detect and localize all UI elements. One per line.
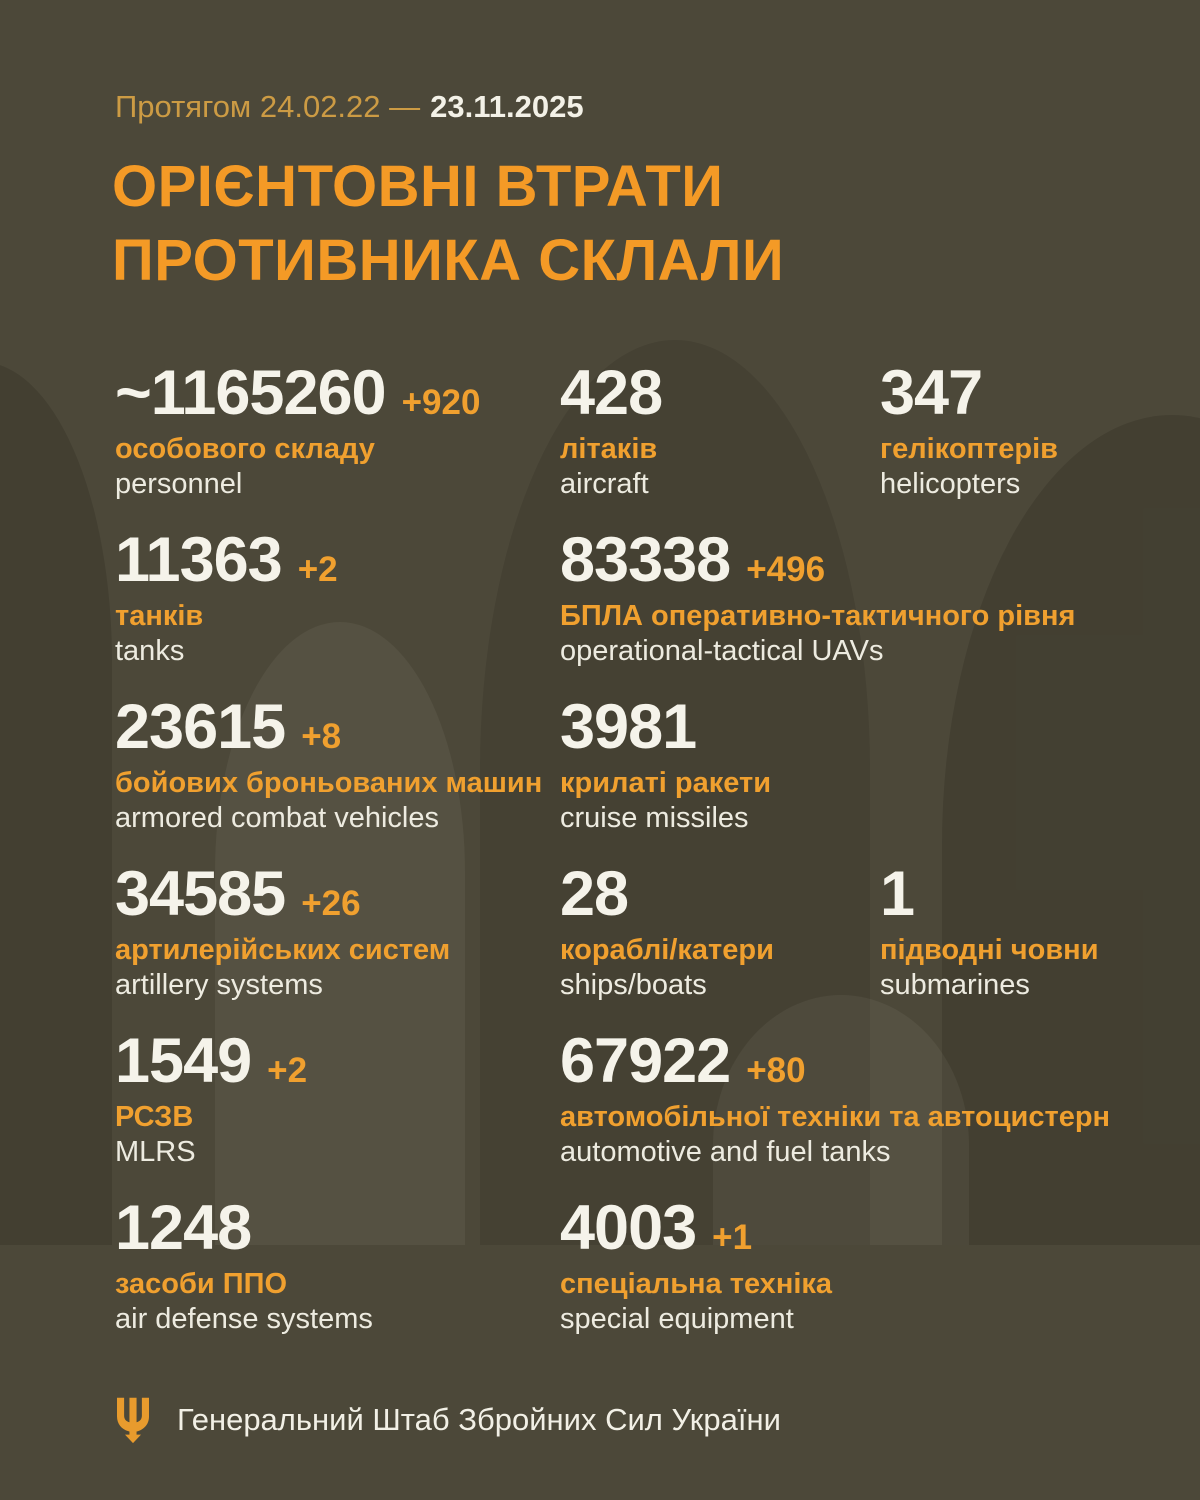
stats-row-6 <box>115 1193 1145 1337</box>
stat-delta: +8 <box>301 717 342 756</box>
stats-grid <box>115 358 1145 1364</box>
stat-label-en: cruise missiles <box>560 802 749 834</box>
stat-label-en: operational-tactical UAVs <box>560 635 884 667</box>
stat-value: 28 <box>560 859 629 929</box>
stat-value: 347 <box>880 358 983 428</box>
stat-label-en: armored combat vehicles <box>115 802 439 834</box>
stat-label-en: helicopters <box>880 468 1021 500</box>
stat-label-ua: танків <box>115 600 204 632</box>
stats-row-1 <box>115 358 1145 502</box>
stats-row-2 <box>115 525 1145 669</box>
footer <box>115 1396 781 1444</box>
stat-label-en: personnel <box>115 468 243 500</box>
stat-label-en: artillery systems <box>115 969 323 1001</box>
stat-value: 4003 <box>560 1193 697 1263</box>
stat-value: ~1165260 <box>115 358 386 428</box>
stat-value: 23615 <box>115 692 286 762</box>
stat-label-ua: особового складу <box>115 433 375 465</box>
stat-label-ua: кораблі/катери <box>560 934 774 966</box>
stat-aircraft <box>560 358 880 502</box>
stat-label-ua: засоби ППО <box>115 1268 288 1300</box>
stat-special-equipment <box>560 1193 1145 1337</box>
stat-label-en: aircraft <box>560 468 649 500</box>
footer-org-name: Генеральний Штаб Збройних Сил України <box>177 1402 781 1437</box>
stats-row-5 <box>115 1026 1145 1170</box>
stat-delta: +2 <box>297 550 338 589</box>
stat-label-ua: літаків <box>560 433 658 465</box>
stat-label-en: automotive and fuel tanks <box>560 1136 891 1168</box>
stat-label-ua: РСЗВ <box>115 1101 194 1133</box>
stat-label-en: MLRS <box>115 1136 196 1168</box>
stat-label-ua: автомобільної техніки та автоцистерн <box>560 1101 1111 1133</box>
stat-label-ua: артилерійських систем <box>115 934 451 966</box>
stat-value: 1248 <box>115 1193 252 1263</box>
stat-tanks <box>115 525 560 669</box>
stat-label-ua: гелікоптерів <box>880 433 1058 465</box>
title-line-1: ОРІЄНТОВНІ ВТРАТИ <box>112 154 724 219</box>
stat-delta: +496 <box>746 550 826 589</box>
stat-value: 428 <box>560 358 663 428</box>
stat-value: 1549 <box>115 1026 252 1096</box>
stat-label-en: submarines <box>880 969 1030 1001</box>
stat-label-ua: бойових броньованих машин <box>115 767 543 799</box>
stat-label-en: ships/boats <box>560 969 707 1001</box>
report-date: 23.11.2025 <box>430 89 584 124</box>
stat-value: 11363 <box>115 525 282 595</box>
tryzub-icon <box>115 1396 151 1444</box>
stat-label-ua: підводні човни <box>880 934 1099 966</box>
stat-label-en: tanks <box>115 635 185 667</box>
stat-delta: +1 <box>712 1218 753 1257</box>
stat-value: 67922 <box>560 1026 731 1096</box>
stat-value: 83338 <box>560 525 731 595</box>
shell-silhouette-left <box>0 362 112 1245</box>
stat-delta: +26 <box>301 884 361 923</box>
report-period <box>115 90 584 124</box>
stat-personnel <box>115 358 560 502</box>
stat-submarines <box>880 859 1145 1003</box>
stat-delta: +80 <box>746 1051 806 1090</box>
stat-ships-boats <box>560 859 880 1003</box>
stat-armored-combat-vehicles <box>115 692 560 836</box>
page-title <box>112 150 784 298</box>
stat-uavs <box>560 525 1145 669</box>
stat-label-ua: спеціальна техніка <box>560 1268 833 1300</box>
stat-cruise-missiles <box>560 692 1145 836</box>
stat-delta: +2 <box>267 1051 308 1090</box>
stat-value: 3981 <box>560 692 697 762</box>
stat-label-ua: крилаті ракети <box>560 767 772 799</box>
period-prefix: Протягом 24.02.22 — <box>115 89 421 124</box>
stat-artillery-systems <box>115 859 560 1003</box>
stat-label-en: air defense systems <box>115 1303 373 1335</box>
stats-row-3 <box>115 692 1145 836</box>
stat-automotive-fuel-tanks <box>560 1026 1145 1170</box>
stats-row-4 <box>115 859 1145 1003</box>
stat-delta: +920 <box>401 383 481 422</box>
stat-helicopters <box>880 358 1145 502</box>
stat-air-defense <box>115 1193 560 1337</box>
stat-value: 34585 <box>115 859 286 929</box>
title-line-2: ПРОТИВНИКА СКЛАЛИ <box>112 228 785 294</box>
stat-label-en: special equipment <box>560 1303 794 1335</box>
stat-label-ua: БПЛА оперативно-тактичного рівня <box>560 600 1076 632</box>
stat-mlrs <box>115 1026 560 1170</box>
stat-value: 1 <box>880 859 915 929</box>
